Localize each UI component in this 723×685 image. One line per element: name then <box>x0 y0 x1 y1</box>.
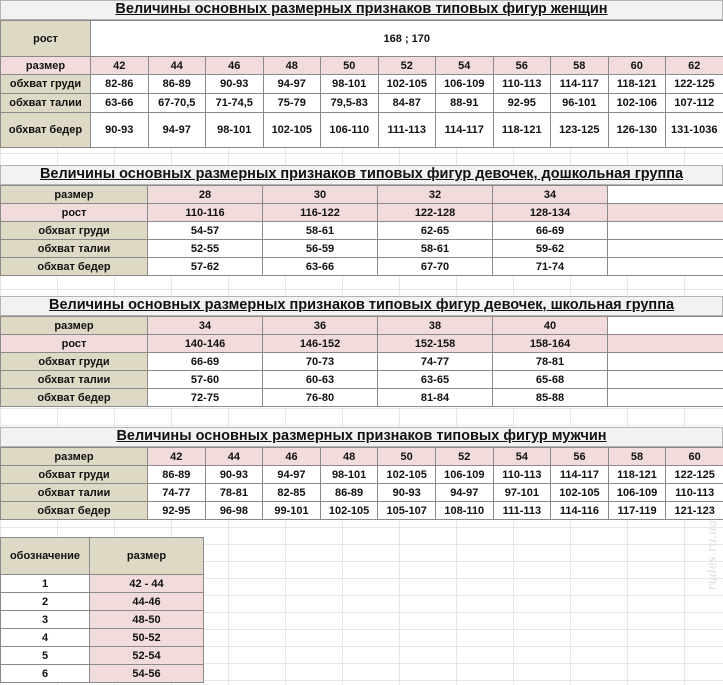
legend-size: 48-50 <box>90 611 204 629</box>
table-cell: 102-106 <box>608 94 666 113</box>
row-label: обхват груди <box>1 353 148 371</box>
table-cell: 116-122 <box>263 204 378 222</box>
table-cell: 102-105 <box>378 75 436 94</box>
girls-school-table <box>0 316 723 407</box>
table-cell: 94-97 <box>148 113 206 148</box>
table-cell: 122-128 <box>378 204 493 222</box>
row-label: обхват бедер <box>1 258 148 276</box>
table-row <box>1 21 723 57</box>
table-cell: 122-125 <box>666 75 723 94</box>
table-cell: 48 <box>320 448 378 466</box>
table-cell: 131-1036 <box>666 113 723 148</box>
table-row <box>1 647 204 665</box>
table-cell: 71-74,5 <box>206 94 264 113</box>
watermark: rudes.ru.ua <box>705 520 719 591</box>
table-cell: 97-101 <box>493 484 551 502</box>
table-cell: 146-152 <box>263 335 378 353</box>
table-cell: 98-101 <box>321 75 379 94</box>
table-cell: 110-113 <box>666 484 723 502</box>
table-cell: 90-93 <box>378 484 436 502</box>
table-cell: 118-121 <box>493 113 551 148</box>
table-cell: 81-84 <box>378 389 493 407</box>
table-cell: 85-88 <box>493 389 608 407</box>
table-cell: 50 <box>321 57 379 75</box>
empty-cell <box>608 371 723 389</box>
table-cell: 76-80 <box>263 389 378 407</box>
legend-code: 2 <box>1 593 90 611</box>
table-cell: 118-121 <box>608 466 666 484</box>
table-row <box>1 593 204 611</box>
table-cell: 110-113 <box>493 466 551 484</box>
table-row <box>1 94 723 113</box>
table-cell: 79,5-83 <box>321 94 379 113</box>
table-cell: 71-74 <box>493 258 608 276</box>
table-cell: 67-70,5 <box>148 94 206 113</box>
table-row <box>1 371 723 389</box>
table-cell: 140-146 <box>148 335 263 353</box>
table-cell: 75-79 <box>263 94 321 113</box>
row-label: обхват груди <box>1 75 91 94</box>
table-cell: 56 <box>551 448 609 466</box>
table-cell: 111-113 <box>493 502 551 520</box>
table-cell: 66-69 <box>493 222 608 240</box>
table-cell: 52 <box>378 57 436 75</box>
table-cell: 54 <box>436 57 494 75</box>
table-row <box>1 484 723 502</box>
table-cell: 114-117 <box>551 466 609 484</box>
table-cell: 67-70 <box>378 258 493 276</box>
row-label: обхват груди <box>1 466 148 484</box>
table-cell: 90-93 <box>206 75 264 94</box>
table-cell: 58 <box>608 448 666 466</box>
table-cell: 82-86 <box>91 75 149 94</box>
empty-cell <box>608 258 723 276</box>
table-cell: 42 <box>148 448 206 466</box>
table-cell: 98-101 <box>206 113 264 148</box>
row-label: размер <box>1 448 148 466</box>
table-cell: 128-134 <box>493 204 608 222</box>
table-cell: 66-69 <box>148 353 263 371</box>
table-cell: 90-93 <box>91 113 149 148</box>
table-cell: 94-97 <box>435 484 493 502</box>
table-cell: 126-130 <box>608 113 666 148</box>
table-cell: 98-101 <box>320 466 378 484</box>
table-cell: 107-112 <box>666 94 723 113</box>
table-row <box>1 353 723 371</box>
table-cell: 56-59 <box>263 240 378 258</box>
table-cell: 118-121 <box>608 75 666 94</box>
table-row <box>1 258 723 276</box>
size-legend-table <box>0 537 204 683</box>
table-cell: 110-113 <box>493 75 551 94</box>
preschool-table-title: Величины основных размерных признаков типовых фигур девочек, дошкольная группа <box>39 166 684 182</box>
table-cell: 50 <box>378 448 436 466</box>
table-cell: 48 <box>263 57 321 75</box>
table-cell: 28 <box>148 186 263 204</box>
table-cell: 40 <box>493 317 608 335</box>
table-cell: 106-110 <box>321 113 379 148</box>
row-label: обхват бедер <box>1 113 91 148</box>
table-cell: 72-75 <box>148 389 263 407</box>
row-label: размер <box>1 57 91 75</box>
table-cell: 63-66 <box>263 258 378 276</box>
table-cell: 105-107 <box>378 502 436 520</box>
legend-size: 52-54 <box>90 647 204 665</box>
table-cell: 60-63 <box>263 371 378 389</box>
table-cell: 122-125 <box>666 466 723 484</box>
empty-cell <box>608 186 723 204</box>
table-row <box>1 240 723 258</box>
row-label: обхват груди <box>1 222 148 240</box>
table-cell: 114-117 <box>436 113 494 148</box>
empty-cell <box>608 222 723 240</box>
legend-size: 54-56 <box>90 665 204 683</box>
table-cell: 111-113 <box>378 113 436 148</box>
table-cell: 106-109 <box>608 484 666 502</box>
table-cell: 114-117 <box>551 75 609 94</box>
row-label: рост <box>1 21 91 57</box>
table-cell: 86-89 <box>148 75 206 94</box>
table-cell: 82-85 <box>263 484 321 502</box>
table-cell: 114-116 <box>551 502 609 520</box>
table-cell: 65-68 <box>493 371 608 389</box>
table-cell: 84-87 <box>378 94 436 113</box>
table-cell: 99-101 <box>263 502 321 520</box>
table-cell: 60 <box>608 57 666 75</box>
table-cell: 59-62 <box>493 240 608 258</box>
table-cell: 62-65 <box>378 222 493 240</box>
table-cell: 44 <box>205 448 263 466</box>
table-cell: 86-89 <box>320 484 378 502</box>
table-cell: 90-93 <box>205 466 263 484</box>
table-cell: 102-105 <box>378 466 436 484</box>
table-cell: 94-97 <box>263 75 321 94</box>
table-cell: 117-119 <box>608 502 666 520</box>
table-row <box>1 335 723 353</box>
table-cell: 78-81 <box>493 353 608 371</box>
table-cell: 38 <box>378 317 493 335</box>
table-row <box>1 204 723 222</box>
legend-code: 5 <box>1 647 90 665</box>
girls-preschool-table <box>0 185 723 276</box>
table-cell: 74-77 <box>378 353 493 371</box>
table-cell: 57-62 <box>148 258 263 276</box>
legend-code: 6 <box>1 665 90 683</box>
table-row <box>1 538 204 575</box>
table-cell: 34 <box>493 186 608 204</box>
table-cell: 94-97 <box>263 466 321 484</box>
table-cell: 110-116 <box>148 204 263 222</box>
men-table-title: Величины основных размерных признаков типовых фигур мужчин <box>116 428 607 444</box>
table-row <box>1 113 723 148</box>
table-row <box>1 502 723 520</box>
table-cell: 92-95 <box>493 94 551 113</box>
empty-cell <box>608 335 723 353</box>
empty-cell <box>608 240 723 258</box>
table-cell: 30 <box>263 186 378 204</box>
table-row <box>1 186 723 204</box>
table-row <box>1 389 723 407</box>
table-cell: 102-105 <box>551 484 609 502</box>
empty-cell <box>608 353 723 371</box>
table-cell: 54 <box>493 448 551 466</box>
table-cell: 96-101 <box>551 94 609 113</box>
row-label: обхват талии <box>1 94 91 113</box>
empty-cell <box>608 317 723 335</box>
table-cell: 56 <box>493 57 551 75</box>
table-cell: 102-105 <box>263 113 321 148</box>
table-cell: 63-65 <box>378 371 493 389</box>
legend-code: 4 <box>1 629 90 647</box>
row-label: размер <box>1 317 148 335</box>
empty-cell <box>608 389 723 407</box>
row-label: рост <box>1 204 148 222</box>
table-cell: 46 <box>206 57 264 75</box>
table-cell: 62 <box>666 57 723 75</box>
table-row <box>1 222 723 240</box>
table-row <box>1 665 204 683</box>
table-cell: 52 <box>435 448 493 466</box>
table-row <box>1 57 723 75</box>
table-row <box>1 75 723 94</box>
row-label: размер <box>1 186 148 204</box>
table-cell: 88-91 <box>436 94 494 113</box>
legend-code: 3 <box>1 611 90 629</box>
table-cell: 32 <box>378 186 493 204</box>
legend-code: 1 <box>1 575 90 593</box>
row-label: рост <box>1 335 148 353</box>
table-cell: 36 <box>263 317 378 335</box>
table-cell: 78-81 <box>205 484 263 502</box>
row-label: обхват талии <box>1 484 148 502</box>
legend-size: 44-46 <box>90 593 204 611</box>
empty-cell <box>608 204 723 222</box>
table-cell: 60 <box>666 448 723 466</box>
table-cell: 121-123 <box>666 502 723 520</box>
table-cell: 108-110 <box>435 502 493 520</box>
men-size-table <box>0 447 723 520</box>
table-cell: 34 <box>148 317 263 335</box>
table-row <box>1 448 723 466</box>
table-cell: 102-105 <box>320 502 378 520</box>
row-label: обхват талии <box>1 240 148 258</box>
table-cell: 86-89 <box>148 466 206 484</box>
legend-size: 50-52 <box>90 629 204 647</box>
table-cell: 74-77 <box>148 484 206 502</box>
table-cell: 52-55 <box>148 240 263 258</box>
row-label: обхват талии <box>1 371 148 389</box>
table-cell: 158-164 <box>493 335 608 353</box>
table-cell: 42 <box>91 57 149 75</box>
table-cell: 57-60 <box>148 371 263 389</box>
table-cell: 92-95 <box>148 502 206 520</box>
school-table-title: Величины основных размерных признаков типовых фигур девочек, школьная группа <box>48 297 675 313</box>
table-cell: 58-61 <box>378 240 493 258</box>
table-cell: 44 <box>148 57 206 75</box>
table-cell: 70-73 <box>263 353 378 371</box>
table-cell: 106-109 <box>435 466 493 484</box>
table-cell: 106-109 <box>436 75 494 94</box>
women-size-table <box>0 20 723 148</box>
height-value: 168 ; 170 <box>91 21 723 57</box>
legend-size: 42 - 44 <box>90 575 204 593</box>
table-cell: 54-57 <box>148 222 263 240</box>
row-label: обхват бедер <box>1 502 148 520</box>
legend-header-code: обозначение <box>1 538 90 575</box>
table-row <box>1 317 723 335</box>
table-row <box>1 629 204 647</box>
row-label: обхват бедер <box>1 389 148 407</box>
table-row <box>1 575 204 593</box>
legend-header-size: размер <box>90 538 204 575</box>
table-cell: 46 <box>263 448 321 466</box>
table-cell: 58-61 <box>263 222 378 240</box>
women-table-title: Величины основных размерных признаков типовых фигур женщин <box>115 1 608 17</box>
table-cell: 63-66 <box>91 94 149 113</box>
table-cell: 123-125 <box>551 113 609 148</box>
table-cell: 152-158 <box>378 335 493 353</box>
table-cell: 96-98 <box>205 502 263 520</box>
table-cell: 58 <box>551 57 609 75</box>
table-row <box>1 611 204 629</box>
table-row <box>1 466 723 484</box>
